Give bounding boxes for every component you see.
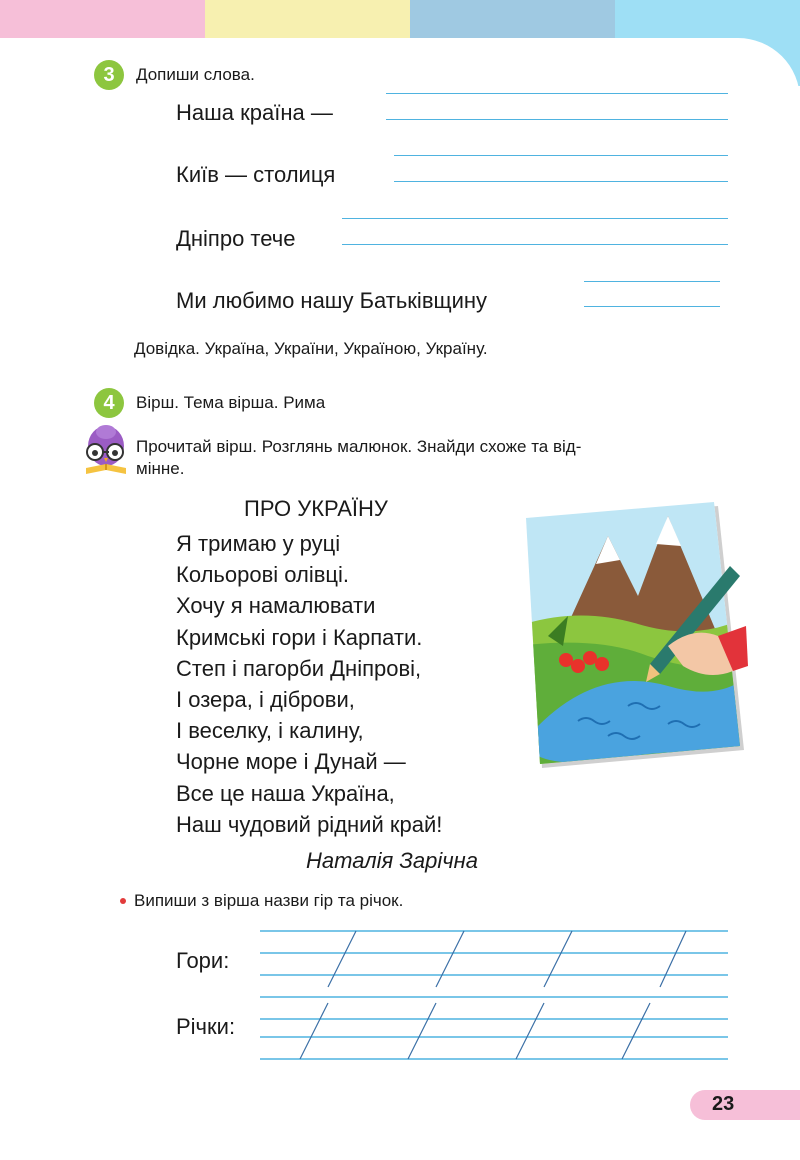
bullet-icon	[120, 898, 126, 904]
writing-line[interactable]	[342, 218, 728, 219]
task-3-instruction: Допиши слова.	[136, 65, 255, 84]
task-4-instruction-line1: Прочитай вірш. Розглянь малюнок. Знайди схоже та від-	[136, 437, 582, 456]
writing-line[interactable]	[386, 93, 728, 94]
writing-line[interactable]	[584, 281, 720, 282]
label-mountains: Гори:	[176, 948, 230, 973]
task-4-badge: 4	[94, 388, 124, 418]
fill-item-1: Наша країна —	[176, 100, 333, 125]
header-strip-yellow	[205, 0, 410, 40]
fill-item-4: Ми любимо нашу Батьківщину	[176, 288, 488, 313]
writing-line[interactable]	[394, 155, 728, 156]
poem-line: Хочу я намалювати	[176, 593, 376, 619]
exercise-instruction: Випиши з вірша назви гір та річок.	[134, 891, 404, 910]
poem-title: ПРО УКРАЇНУ	[244, 496, 388, 521]
writing-line[interactable]	[584, 306, 720, 307]
poem-line: Все це наша Україна,	[176, 780, 395, 806]
page-number-tab	[690, 1090, 800, 1120]
poem-line: Я тримаю у руці	[176, 531, 341, 556]
poem-line: І озера, і діброви,	[176, 687, 355, 713]
writing-line[interactable]	[386, 119, 728, 120]
writing-grid[interactable]	[256, 925, 732, 1065]
label-rivers: Річки:	[176, 1014, 236, 1039]
page-number: 23	[712, 1093, 735, 1115]
poem-line: Степ і пагорби Дніпрові,	[176, 655, 422, 681]
poem-line: Наш чудовий рідний край!	[176, 811, 443, 837]
task-3-badge: 3	[94, 60, 124, 90]
task-4-topic: Вірш. Тема вірша. Рима	[136, 393, 326, 412]
writing-line[interactable]	[342, 244, 728, 245]
fill-item-2: Київ — столиця	[176, 162, 336, 187]
poem-line: Чорне море і Дунай —	[176, 749, 406, 775]
writing-line[interactable]	[394, 181, 728, 182]
task-4-instruction-line2: мінне.	[136, 459, 185, 478]
poem-line: Кольорові олівці.	[176, 562, 350, 588]
poem-line: І веселку, і калину,	[176, 718, 364, 744]
owl-reading-icon	[80, 420, 132, 478]
landscape-drawing-illustration	[518, 496, 748, 771]
poem-body	[176, 528, 442, 840]
poem-line: Кримські гори і Карпати.	[176, 624, 423, 650]
fill-item-3: Дніпро тече	[176, 226, 296, 251]
header-strip-blue	[410, 0, 615, 40]
header-strip-pink	[0, 0, 205, 40]
poem-author: Наталія Зарічна	[306, 848, 478, 873]
hint-text: Довідка. Україна, України, Україною, Україну.	[134, 339, 488, 358]
